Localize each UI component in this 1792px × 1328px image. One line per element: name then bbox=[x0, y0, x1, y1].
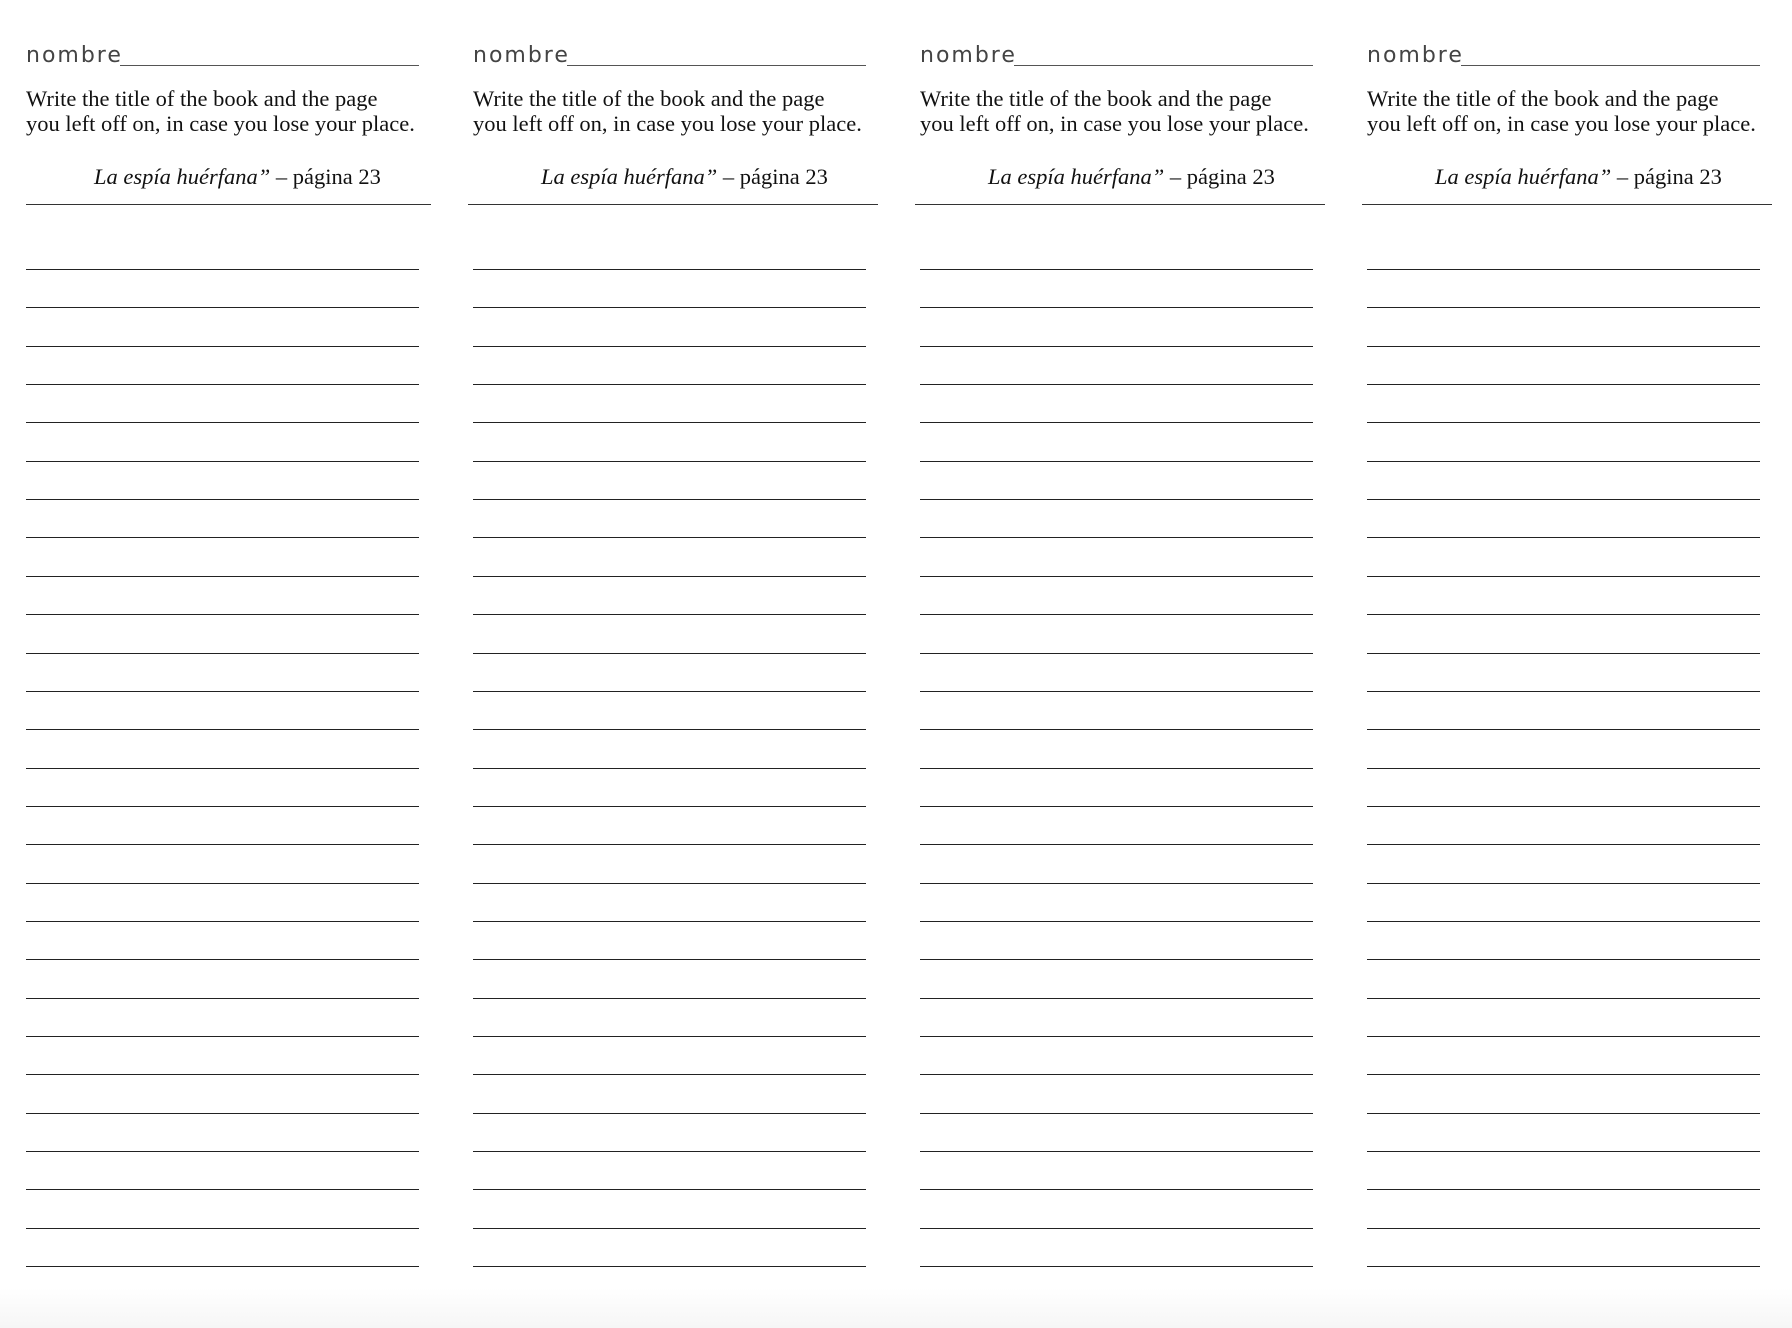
example-page: – página 23 bbox=[270, 164, 381, 189]
writing-line bbox=[920, 614, 1313, 615]
writing-line bbox=[473, 461, 866, 462]
example-entry bbox=[94, 163, 381, 191]
writing-line bbox=[920, 768, 1313, 769]
writing-line bbox=[473, 653, 866, 654]
writing-line bbox=[26, 1266, 419, 1267]
writing-line bbox=[473, 1151, 866, 1152]
writing-line bbox=[1367, 844, 1760, 845]
name-label: nombre bbox=[1367, 43, 1464, 68]
example-page: – página 23 bbox=[1611, 164, 1722, 189]
writing-line bbox=[920, 307, 1313, 308]
writing-line bbox=[920, 998, 1313, 999]
header-divider bbox=[1362, 204, 1772, 205]
writing-line bbox=[473, 1113, 866, 1114]
writing-line bbox=[26, 1074, 419, 1075]
writing-line bbox=[473, 346, 866, 347]
instructions bbox=[26, 86, 436, 136]
instruction-line: Write the title of the book and the page bbox=[1367, 86, 1719, 111]
name-label: nombre bbox=[920, 43, 1017, 68]
example-book-title: La espía huérfana” bbox=[94, 164, 271, 189]
example-book-title: La espía huérfana” bbox=[988, 164, 1165, 189]
writing-line bbox=[920, 576, 1313, 577]
page-bottom-edge bbox=[0, 1288, 1792, 1328]
writing-line bbox=[26, 921, 419, 922]
writing-line bbox=[1367, 729, 1760, 730]
writing-line bbox=[473, 729, 866, 730]
writing-line bbox=[473, 1074, 866, 1075]
writing-line bbox=[1367, 768, 1760, 769]
writing-line bbox=[26, 346, 419, 347]
writing-line bbox=[920, 844, 1313, 845]
writing-line bbox=[1367, 307, 1760, 308]
writing-line bbox=[920, 346, 1313, 347]
writing-line bbox=[473, 1189, 866, 1190]
writing-line bbox=[473, 883, 866, 884]
instructions bbox=[920, 86, 1330, 136]
writing-line bbox=[473, 1266, 866, 1267]
writing-line bbox=[1367, 614, 1760, 615]
writing-line bbox=[920, 461, 1313, 462]
name-label: nombre bbox=[26, 43, 123, 68]
writing-line bbox=[1367, 959, 1760, 960]
example-page: – página 23 bbox=[1164, 164, 1275, 189]
writing-line bbox=[920, 921, 1313, 922]
writing-line bbox=[473, 269, 866, 270]
writing-line bbox=[1367, 461, 1760, 462]
instruction-line: you left off on, in case you lose your place. bbox=[473, 111, 862, 136]
writing-line bbox=[26, 1036, 419, 1037]
writing-line bbox=[920, 269, 1313, 270]
writing-line bbox=[473, 384, 866, 385]
writing-line bbox=[26, 691, 419, 692]
name-row bbox=[1367, 40, 1760, 72]
writing-line bbox=[1367, 576, 1760, 577]
writing-line bbox=[473, 921, 866, 922]
writing-line bbox=[26, 576, 419, 577]
writing-line bbox=[1367, 537, 1760, 538]
writing-line bbox=[920, 691, 1313, 692]
writing-line bbox=[473, 691, 866, 692]
writing-line bbox=[473, 768, 866, 769]
writing-line bbox=[473, 537, 866, 538]
example-book-title: La espía huérfana” bbox=[1435, 164, 1612, 189]
writing-line bbox=[1367, 806, 1760, 807]
writing-line bbox=[1367, 1189, 1760, 1190]
writing-line bbox=[26, 499, 419, 500]
writing-line bbox=[26, 269, 419, 270]
writing-line bbox=[1367, 1151, 1760, 1152]
writing-line bbox=[26, 461, 419, 462]
writing-line bbox=[26, 307, 419, 308]
instruction-line: Write the title of the book and the page bbox=[920, 86, 1272, 111]
writing-line bbox=[920, 729, 1313, 730]
example-page: – página 23 bbox=[717, 164, 828, 189]
writing-line bbox=[473, 614, 866, 615]
writing-line bbox=[1367, 1266, 1760, 1267]
writing-line bbox=[26, 1189, 419, 1190]
example-entry bbox=[988, 163, 1275, 191]
writing-line bbox=[1367, 1228, 1760, 1229]
writing-line bbox=[920, 1074, 1313, 1075]
writing-line bbox=[920, 537, 1313, 538]
writing-line bbox=[26, 422, 419, 423]
header-divider bbox=[468, 204, 878, 205]
writing-line bbox=[1367, 1074, 1760, 1075]
name-field-line bbox=[567, 65, 866, 66]
writing-line bbox=[1367, 653, 1760, 654]
writing-line bbox=[473, 422, 866, 423]
writing-line bbox=[1367, 384, 1760, 385]
writing-line bbox=[920, 883, 1313, 884]
writing-line bbox=[26, 1113, 419, 1114]
writing-line bbox=[1367, 998, 1760, 999]
writing-line bbox=[920, 1266, 1313, 1267]
writing-line bbox=[920, 959, 1313, 960]
writing-line bbox=[26, 1228, 419, 1229]
instructions bbox=[473, 86, 883, 136]
writing-line bbox=[473, 998, 866, 999]
writing-line bbox=[473, 1036, 866, 1037]
writing-line bbox=[26, 768, 419, 769]
writing-line bbox=[1367, 691, 1760, 692]
header-divider bbox=[26, 204, 431, 205]
example-entry bbox=[541, 163, 828, 191]
writing-line bbox=[920, 1189, 1313, 1190]
name-label: nombre bbox=[473, 43, 570, 68]
writing-line bbox=[920, 806, 1313, 807]
name-field-line bbox=[1461, 65, 1760, 66]
writing-line bbox=[920, 422, 1313, 423]
instruction-line: you left off on, in case you lose your place. bbox=[920, 111, 1309, 136]
writing-line bbox=[1367, 1036, 1760, 1037]
writing-line bbox=[473, 959, 866, 960]
writing-line bbox=[473, 844, 866, 845]
writing-line bbox=[26, 729, 419, 730]
writing-line bbox=[1367, 422, 1760, 423]
writing-line bbox=[26, 806, 419, 807]
instruction-line: Write the title of the book and the page bbox=[26, 86, 378, 111]
writing-line bbox=[473, 576, 866, 577]
writing-line bbox=[1367, 499, 1760, 500]
instruction-line: Write the title of the book and the page bbox=[473, 86, 825, 111]
writing-line bbox=[1367, 1113, 1760, 1114]
name-field-line bbox=[120, 65, 419, 66]
writing-line bbox=[473, 806, 866, 807]
name-row bbox=[920, 40, 1313, 72]
name-row bbox=[26, 40, 419, 72]
name-field-line bbox=[1014, 65, 1313, 66]
writing-line bbox=[920, 1151, 1313, 1152]
writing-line bbox=[920, 1113, 1313, 1114]
instruction-line: you left off on, in case you lose your place. bbox=[26, 111, 415, 136]
instructions bbox=[1367, 86, 1777, 136]
writing-line bbox=[473, 499, 866, 500]
writing-line bbox=[473, 307, 866, 308]
writing-line bbox=[920, 1228, 1313, 1229]
writing-line bbox=[26, 844, 419, 845]
writing-line bbox=[920, 653, 1313, 654]
writing-line bbox=[26, 959, 419, 960]
writing-line bbox=[1367, 269, 1760, 270]
writing-line bbox=[1367, 346, 1760, 347]
writing-line bbox=[1367, 921, 1760, 922]
writing-line bbox=[920, 499, 1313, 500]
header-divider bbox=[915, 204, 1325, 205]
writing-line bbox=[26, 653, 419, 654]
example-book-title: La espía huérfana” bbox=[541, 164, 718, 189]
instruction-line: you left off on, in case you lose your place. bbox=[1367, 111, 1756, 136]
writing-line bbox=[26, 1151, 419, 1152]
name-row bbox=[473, 40, 866, 72]
writing-line bbox=[26, 384, 419, 385]
writing-line bbox=[1367, 883, 1760, 884]
writing-line bbox=[473, 1228, 866, 1229]
writing-line bbox=[920, 1036, 1313, 1037]
writing-line bbox=[26, 883, 419, 884]
writing-line bbox=[26, 614, 419, 615]
writing-line bbox=[920, 384, 1313, 385]
writing-line bbox=[26, 998, 419, 999]
writing-line bbox=[26, 537, 419, 538]
example-entry bbox=[1435, 163, 1722, 191]
